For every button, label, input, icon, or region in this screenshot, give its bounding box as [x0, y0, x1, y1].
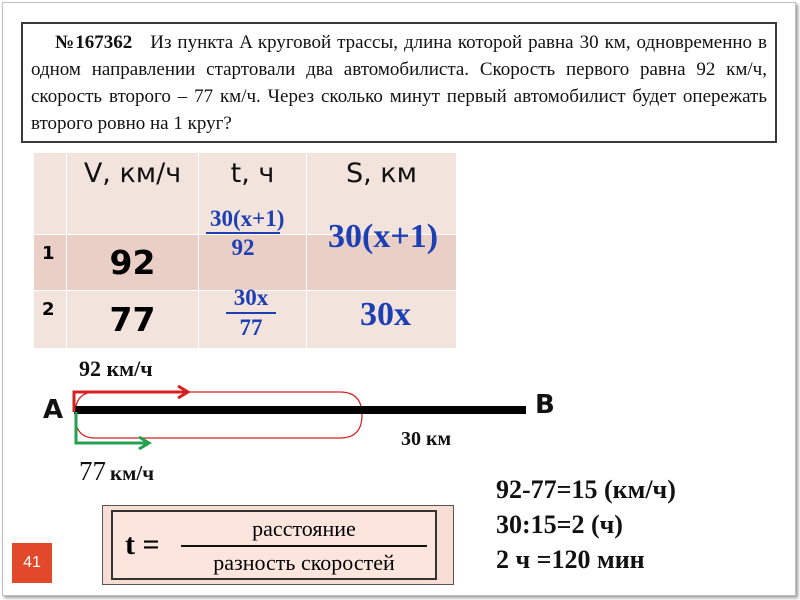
row-speed: 77: [67, 291, 199, 349]
header-v: V, км/ч: [67, 153, 199, 235]
page-number-badge: 41: [12, 543, 52, 583]
fraction-denominator: 77: [239, 315, 263, 340]
point-b-label: B: [535, 390, 555, 420]
row-index: 2: [34, 291, 67, 349]
point-a-label: A: [43, 395, 64, 425]
speed-first-label: 92 км/ч: [79, 356, 153, 381]
header-t: t, ч: [199, 153, 307, 235]
formula-inner: [111, 510, 437, 580]
distance-expr-2: 30x: [360, 296, 411, 333]
solution-block: [496, 472, 676, 577]
speed-second-unit: км/ч: [110, 461, 155, 485]
fraction-numerator: 30x: [226, 284, 276, 314]
solution-line: 30:15=2 (ч): [496, 510, 623, 539]
solution-line: 92-77=15 (км/ч): [496, 475, 676, 504]
track-loop: [75, 392, 362, 438]
solution-line: 2 ч =120 мин: [496, 545, 645, 574]
distance-expr-1: 30(x+1): [328, 218, 439, 255]
row-speed: 92: [67, 235, 199, 291]
formula-fraction: [181, 516, 427, 576]
problem-text: Из пункта A круговой трассы, длина которой равна 30 км, одновременно в одном направлении стартовали два автомобилиста. Скорость первого равна 92 км/ч, скорость второго – 77 км/ч. Через сколько минут первый автомобилист будет опережать второго ровно на 1 круг?: [31, 32, 768, 134]
formula-numerator: расстояние: [181, 516, 427, 547]
header-s: S, км: [307, 153, 457, 235]
speed-second-label: [79, 456, 154, 487]
distance-label: 30 км: [401, 428, 452, 450]
formula-lhs: t =: [125, 528, 160, 561]
formula-box: [102, 505, 454, 585]
speed-second-value: 77: [79, 456, 106, 486]
formula-denominator: разность скоростей: [213, 550, 395, 575]
fraction-numerator: 30(x+1): [206, 205, 280, 234]
row-index: 1: [34, 235, 67, 291]
fraction-denominator: 92: [231, 235, 255, 260]
problem-number: №167362: [54, 32, 133, 53]
